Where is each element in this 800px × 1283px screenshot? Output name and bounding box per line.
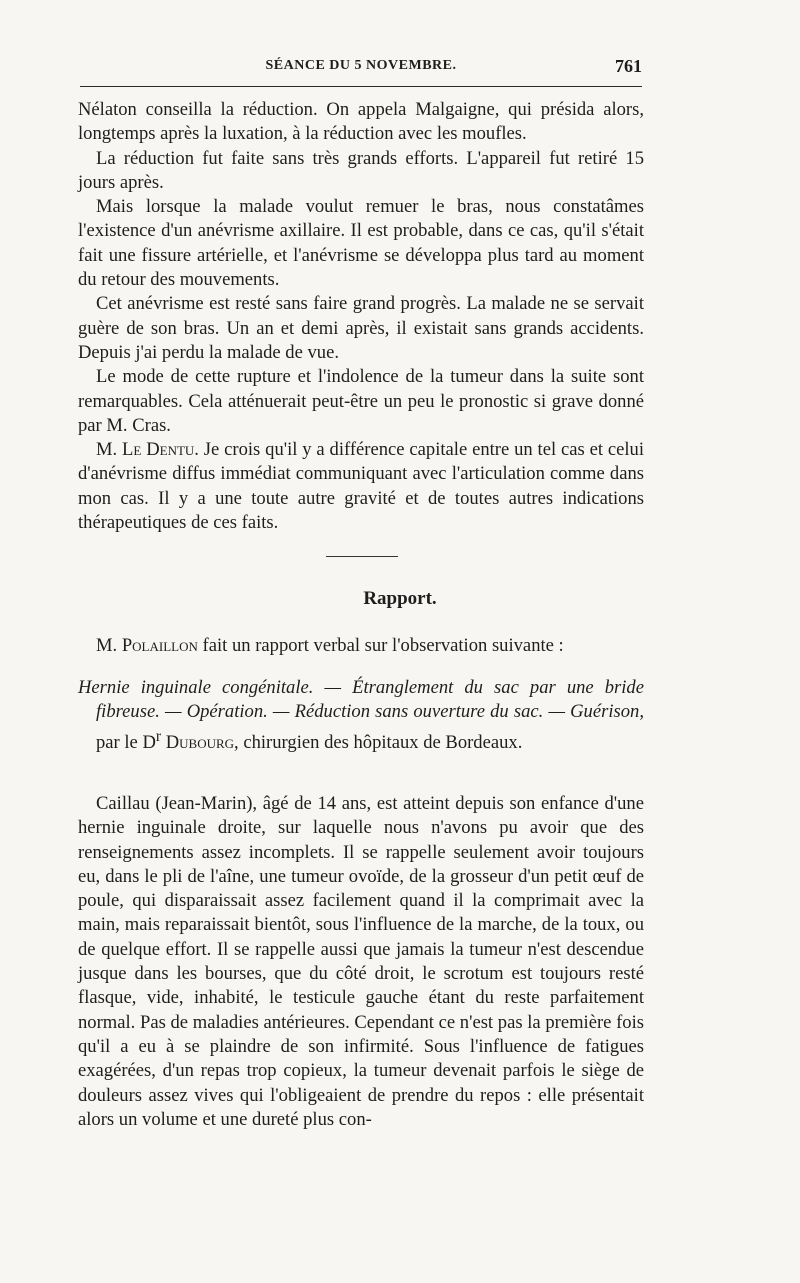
paragraph-text: Je crois qu'il y a différence capitale entre un tel cas et celui d'anévrisme diffus immédiat communiquant avec l'articulation comme dans mon cas. Il y a une toute autre gravité et de toutes autres indications thérapeutiques de ces faits. (78, 439, 644, 534)
paragraph: La réduction fut faite sans très grands efforts. L'appareil fut retiré 15 jours après. (78, 147, 644, 193)
running-title: SÉANCE DU 5 NOVEMBRE. (265, 58, 457, 73)
page-header (80, 56, 642, 86)
paragraph (78, 634, 644, 658)
paragraph: Mais lorsque la malade voulut remuer le bras, nous constatâmes l'existence d'un anévrisme axillaire. Il est probable, dans ce cas, qu'il s'était fait une fissure artérielle, et l'anévrisme se développa plus tard au moment du retour des mouvements. (78, 196, 644, 291)
page-number: 761 (615, 56, 642, 76)
observation-body (78, 792, 644, 1132)
paragraph: Le mode de cette rupture et l'indolence de la tumeur dans la suite sont remarquables. Cela atténuerait peut-être un peu le pronostic si grave donné par M. Cras. (78, 366, 644, 436)
paragraph: Cet anévrisme est resté sans faire grand progrès. La malade ne se servait guère de son bras. Un an et demi après, il existait sans grands accidents. Depuis j'ai perdu la malade de vue. (78, 293, 644, 363)
paragraph: Nélaton conseilla la réduction. On appela Malgaigne, qui présida alors, longtemps après la luxation, à la réduction avec les moufles. (78, 99, 644, 145)
observation-by-sup: r (155, 727, 162, 745)
observation-heading (78, 676, 644, 755)
author-affiliation: , chirurgien des hôpitaux de Bordeaux. (234, 731, 523, 753)
paragraph (78, 438, 644, 535)
speaker-name: M. Le Dentu. (96, 439, 199, 461)
author-name: Dubourg (165, 731, 235, 753)
speaker-name: M. Polaillon (96, 635, 198, 656)
section-title: Rapport. (363, 588, 437, 609)
header-rule (80, 86, 642, 87)
observation-by: par le D (96, 731, 156, 753)
observation-title-italic: Hernie inguinale congénitale. — Étranglement du sac par une bride fibreuse. — Opération. — Réduction sans ouverture du sac. — Guérison, (78, 677, 644, 723)
observation-title (78, 676, 644, 755)
paragraph-text: fait un rapport verbal sur l'observation suivante : (197, 635, 564, 656)
section-divider (326, 556, 398, 557)
paragraph: Caillau (Jean-Marin), âgé de 14 ans, est atteint depuis son enfance d'une hernie inguinale droite, sur laquelle nous n'avons pu avoir que des renseignements assez incomplets. Il se rappelle seulement avoir toujours eu, dans le pli de l'aîne, une tumeur ovoïde, de la grosseur d'un petit œuf de poule, qui disparaissait assez facilement quand il la comprimait avec la main, mais reparaissait bientôt, sous l'influence de la marche, de la toux, ou de quelque effort. Il se rappelle aussi que jamais la tumeur n'est descendue jusque dans les bourses, que du côté droit, le scrotum est toujours resté flasque, vide, inhabité, le testicule gauche étant du reste parfaitement normal. Pas de maladies antérieures. Cependant ce n'est pas la première fois qu'il a eu à se plaindre de son infirmité. Sous l'influence de fatigues exagérées, d'un repas trop copieux, la tumeur devenait parfois le siège de douleurs assez vives qui l'obligeaient de prendre du repos : elle présentait alors un volume et une dureté plus con- (78, 793, 644, 1130)
report-intro (78, 634, 644, 658)
discussion-text (78, 98, 644, 535)
